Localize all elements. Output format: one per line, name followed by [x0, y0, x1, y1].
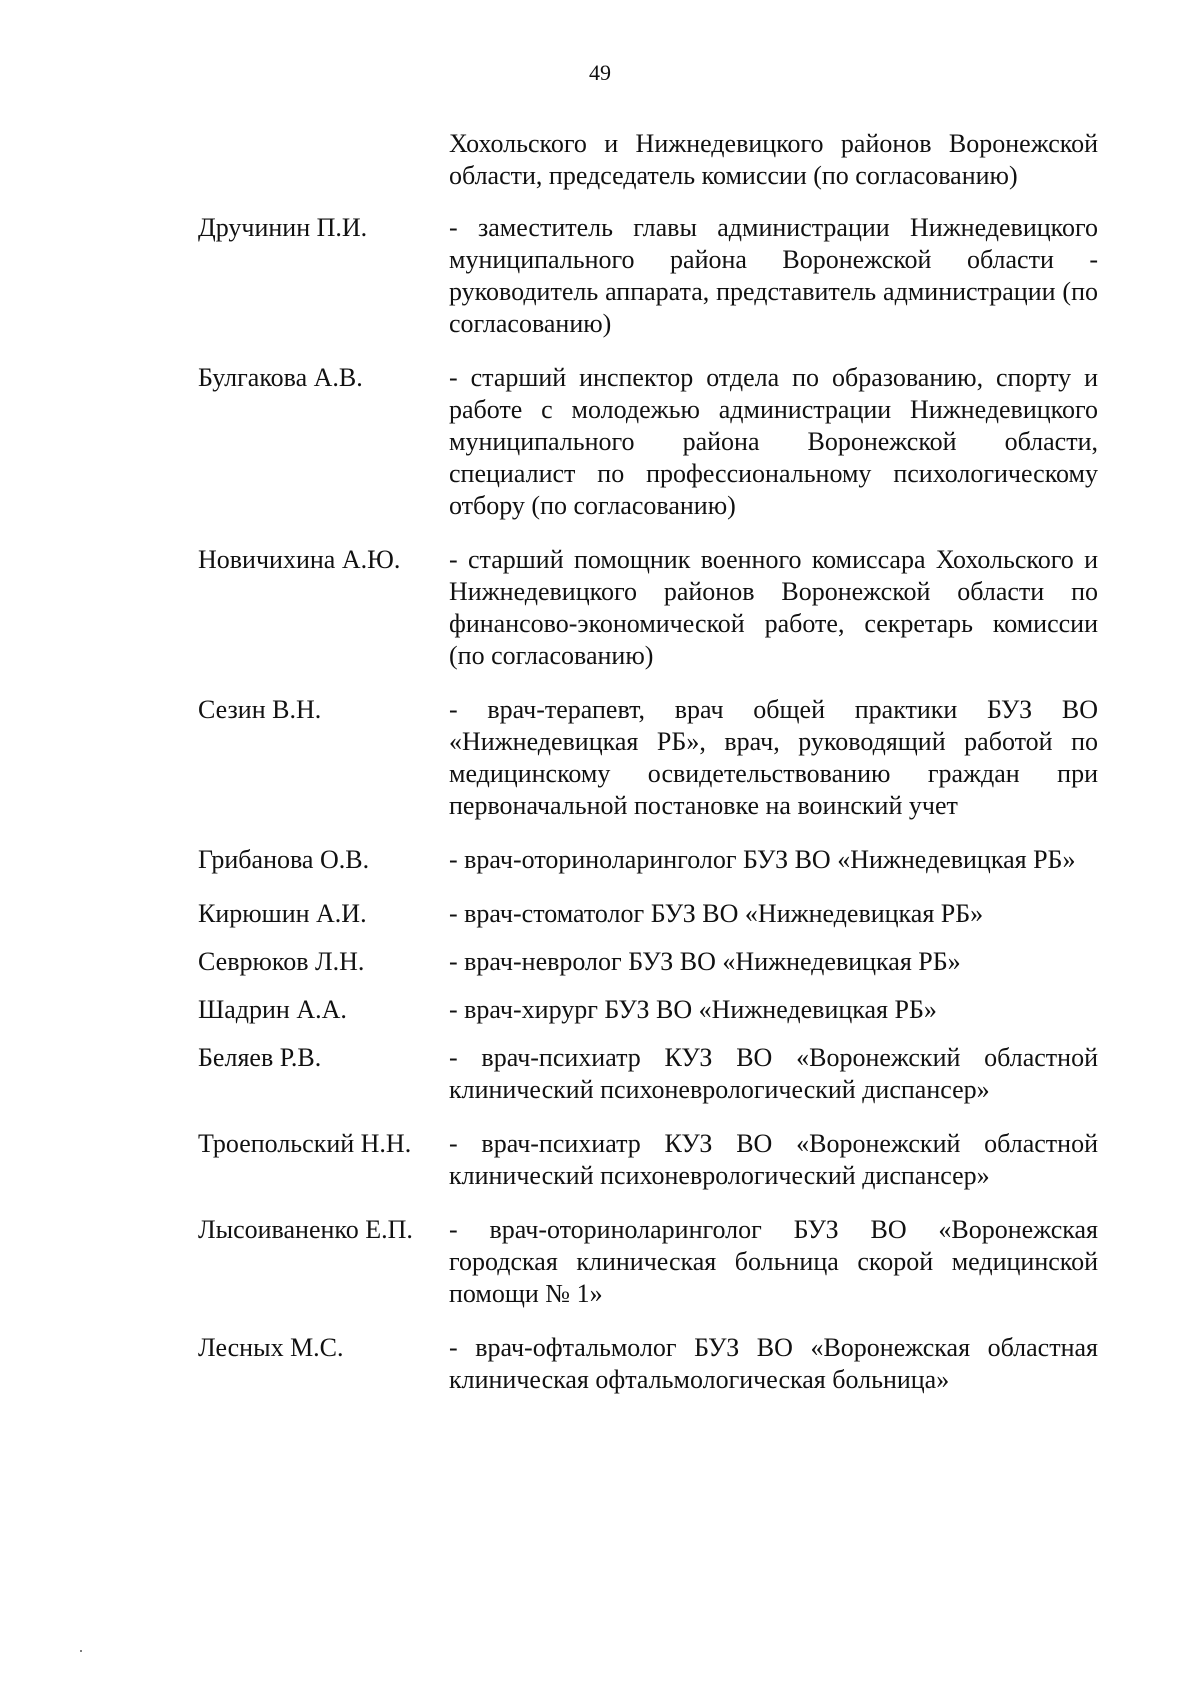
continued-role-text: Хохольского и Нижнедевицкого районов Воронежской области, председатель комиссии (по согласованию) [449, 129, 1098, 190]
member-role: - врач-психиатр КУЗ ВО «Воронежский областной клинический психоневрологический диспансер» [449, 1043, 1098, 1104]
member-role: - старший инспектор отдела по образованию, спорту и работе с молодежью администрации Нижнедевицкого муниципального района Воронежской области, специалист по профессиональному психологическому отбору (по согласованию) [449, 363, 1098, 520]
member-row [198, 1042, 1098, 1106]
member-row [198, 362, 1098, 522]
member-role: - врач-психиатр КУЗ ВО «Воронежский областной клинический психоневрологический диспансер» [449, 1129, 1098, 1190]
member-row [198, 844, 1098, 876]
member-name: Лесных М.С. [198, 1333, 344, 1362]
member-role: - заместитель главы администрации Нижнедевицкого муниципального района Воронежской области - руководитель аппарата, представитель администрации (по согласованию) [449, 213, 1098, 338]
member-role: - врач-оториноларинголог БУЗ ВО «Воронежская городская клиническая больница скорой медицинской помощи № 1» [449, 1215, 1098, 1308]
document-body [198, 128, 1098, 1418]
member-role: - врач-невролог БУЗ ВО «Нижнедевицкая РБ» [449, 947, 961, 976]
commission-members-list [198, 212, 1098, 1396]
member-row [198, 1128, 1098, 1192]
member-role: - врач-терапевт, врач общей практики БУЗ ВО «Нижнедевицкая РБ», врач, руководящий работой по медицинскому освидетельствованию граждан при первоначальной постановке на воинский учет [449, 695, 1098, 820]
member-role: - врач-оториноларинголог БУЗ ВО «Нижнедевицкая РБ» [449, 845, 1076, 874]
member-role: - старший помощник военного комиссара Хохольского и Нижнедевицкого районов Воронежской области по финансово-экономической работе, секретарь комиссии (по согласованию) [449, 545, 1098, 670]
member-name: Лысоиваненко Е.П. [198, 1215, 413, 1244]
member-name: Шадрин А.А. [198, 995, 347, 1024]
member-role: - врач-офтальмолог БУЗ ВО «Воронежская областная клиническая офтальмологическая больница» [449, 1333, 1098, 1394]
member-row [198, 1214, 1098, 1310]
member-role: - врач-стоматолог БУЗ ВО «Нижнедевицкая РБ» [449, 899, 984, 928]
member-row [198, 946, 1098, 978]
member-name: Троепольский Н.Н. [198, 1129, 412, 1158]
member-name: Дручинин П.И. [198, 213, 368, 242]
member-row [198, 994, 1098, 1026]
member-row [198, 544, 1098, 672]
scan-speck [80, 1650, 82, 1652]
member-name: Грибанова О.В. [198, 845, 370, 874]
member-row [198, 212, 1098, 340]
member-name: Новичихина А.Ю. [198, 545, 401, 574]
member-row [198, 898, 1098, 930]
member-row [198, 1332, 1098, 1396]
member-name: Беляев Р.В. [198, 1043, 322, 1072]
member-name: Кирюшин А.И. [198, 899, 367, 928]
member-name: Сезин В.Н. [198, 695, 322, 724]
member-role: - врач-хирург БУЗ ВО «Нижнедевицкая РБ» [449, 995, 937, 1024]
member-row [198, 694, 1098, 822]
page-number: 49 [589, 60, 611, 85]
member-name: Севрюков Л.Н. [198, 947, 365, 976]
member-name: Булгакова А.В. [198, 363, 363, 392]
